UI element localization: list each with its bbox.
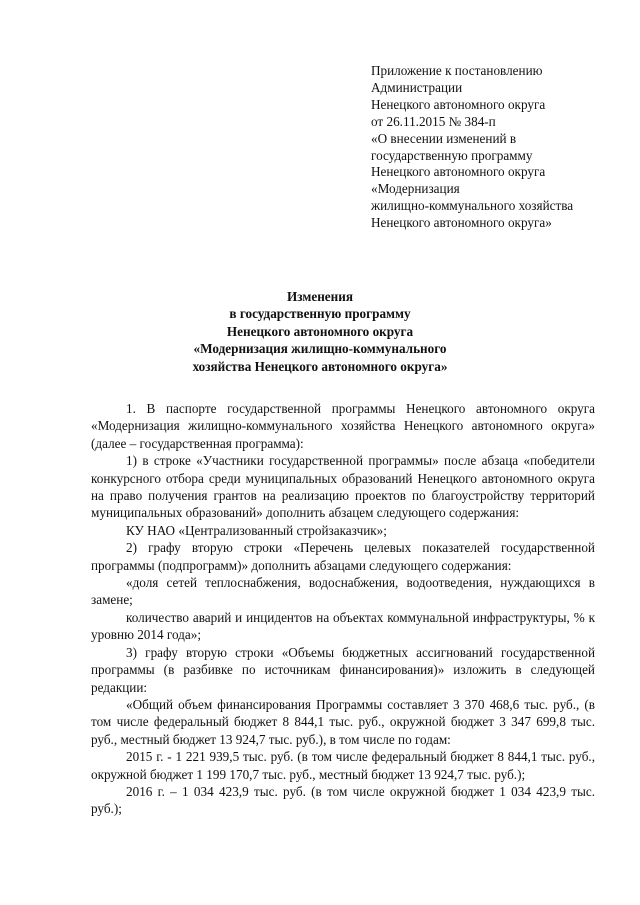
paragraph: количество аварий и инцидентов на объектах коммунальной инфраструктуры, % к уровню 2014 года»; [91, 609, 595, 643]
paragraph: 3) графу вторую строки «Объемы бюджетных ассигнований государственной программы (в разбивке по источникам финансирования)» изложить в следующей редакции: [91, 644, 595, 695]
document-body [91, 400, 595, 818]
document-title [0, 288, 640, 375]
appendix-line: Администрации [371, 79, 463, 95]
title-line: Изменения [287, 289, 353, 304]
appendix-line: Ненецкого автономного округа [371, 164, 546, 180]
paragraph: КУ НАО «Централизованный стройзаказчик»; [126, 522, 387, 538]
title-line: в государственную программу [229, 306, 411, 322]
paragraph: 2016 г. – 1 034 423,9 тыс. руб. (в том числе окружной бюджет 1 034 423,9 тыс. руб.); [91, 783, 595, 817]
paragraph: «Общий объем финансирования Программы составляет 3 370 468,6 тыс. руб., (в том числе федеральный бюджет 8 844,1 тыс. руб., окружной бюджет 3 347 699,8 тыс. руб., местный бюджет 13 924,7 тыс. руб.), в том числе по годам: [91, 696, 595, 747]
paragraph: 1) в строке «Участники государственной программы» после абзаца «победители конкурсного отбора среди муниципальных образований Ненецкого автономного округа на право получения грантов на реализацию проектов по благоустройству территорий муниципальных образований» дополнить абзацем следующего содержания: [91, 453, 595, 521]
appendix-line: Приложение к постановлению [371, 63, 543, 78]
appendix-line: государственную программу [371, 147, 533, 163]
appendix-line: от 26.11.2015 № 384-п [371, 113, 496, 129]
paragraph: 1. В паспорте государственной программы Ненецкого автономного округа «Модернизация жилищно-коммунального хозяйства Ненецкого автономного округа» (далее – государственная программа): [91, 401, 595, 451]
appendix-line: «О внесении изменений в [371, 130, 517, 146]
appendix-line: Ненецкого автономного округа» [371, 215, 552, 231]
title-line: Ненецкого автономного округа [226, 323, 414, 339]
appendix-line: жилищно-коммунального хозяйства [371, 198, 574, 214]
title-line: хозяйства Ненецкого автономного округа» [192, 358, 448, 374]
appendix-reference-block [371, 63, 611, 232]
appendix-line: Ненецкого автономного округа [371, 96, 546, 112]
paragraph: 2) графу вторую строки «Перечень целевых показателей государственной программы (подпрограмм)» дополнить абзацами следующего содержания: [91, 540, 595, 573]
title-line: «Модернизация жилищно-коммунального [193, 341, 447, 357]
paragraph: «доля сетей теплоснабжения, водоснабжения, водоотведения, нуждающихся в замене; [91, 575, 595, 608]
appendix-line: «Модернизация [371, 181, 460, 197]
paragraph: 2015 г. - 1 221 939,5 тыс. руб. (в том числе федеральный бюджет 8 844,1 тыс. руб., окружной бюджет 1 199 170,7 тыс. руб., местный бюджет 13 924,7 тыс. руб.); [91, 749, 595, 782]
